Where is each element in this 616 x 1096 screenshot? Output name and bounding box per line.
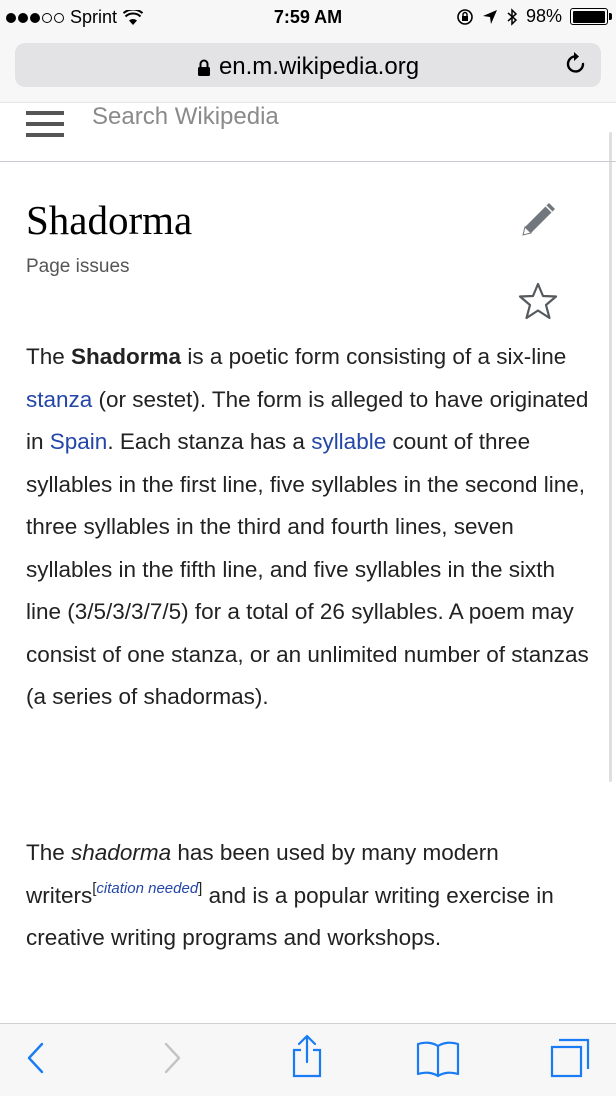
battery-icon bbox=[570, 8, 608, 25]
reload-icon[interactable] bbox=[565, 51, 587, 75]
scrollbar[interactable] bbox=[609, 132, 612, 782]
text: The bbox=[26, 344, 72, 369]
share-icon[interactable] bbox=[288, 1034, 326, 1078]
page-title: Shadorma bbox=[26, 197, 193, 243]
bracket: [ bbox=[92, 879, 97, 897]
bracket: ] bbox=[198, 879, 203, 897]
status-right bbox=[456, 6, 608, 27]
lock-icon bbox=[197, 59, 211, 77]
chevron-right-icon[interactable] bbox=[160, 1040, 184, 1076]
address-bar-area bbox=[0, 36, 616, 102]
location-icon bbox=[482, 9, 498, 25]
status-bar bbox=[0, 0, 616, 36]
chevron-left-icon[interactable] bbox=[24, 1040, 48, 1076]
search-input[interactable]: Search Wikipedia bbox=[92, 103, 279, 130]
citation-needed-link[interactable]: citation needed bbox=[96, 879, 199, 897]
pencil-icon[interactable] bbox=[516, 200, 562, 242]
text: The bbox=[26, 840, 72, 865]
text: count of three syllables in the first line, five syllables in the second line, three syllables in the third and fourth lines, seven syllables in the fifth line, and five syllables in the sixth line (3/5/3/3/7/5) for a total of 26 syllables. A poem may consist of one stanza, or an unlimited number of stanzas (a series of shadormas). bbox=[26, 429, 589, 709]
link-syllable[interactable]: syllable bbox=[311, 429, 387, 454]
book-icon[interactable] bbox=[414, 1038, 462, 1078]
wiki-header bbox=[0, 102, 616, 162]
url-text: en.m.wikipedia.org bbox=[218, 53, 420, 80]
browser-toolbar bbox=[0, 1023, 616, 1096]
star-icon[interactable] bbox=[516, 281, 560, 321]
carrier-label: Sprint bbox=[70, 7, 118, 27]
url-display[interactable] bbox=[15, 53, 601, 81]
text: (or sestet). The form is alleged to have originated in bbox=[26, 386, 589, 454]
bluetooth-icon bbox=[506, 8, 518, 26]
address-bar[interactable] bbox=[15, 43, 601, 87]
orientation-lock-icon bbox=[456, 8, 474, 26]
battery-fill bbox=[573, 11, 605, 23]
italic-term: shadorma bbox=[71, 840, 172, 865]
text: and is a popular writing exercise in creative writing programs and workshops. bbox=[26, 882, 554, 950]
text: has been used by many modern writers bbox=[26, 840, 499, 908]
tabs-icon[interactable] bbox=[548, 1036, 592, 1080]
citation-needed[interactable] bbox=[92, 880, 202, 897]
bold-term: Shadorma bbox=[71, 344, 182, 369]
text: . Each stanza has a bbox=[107, 429, 312, 454]
page-issues-link[interactable]: Page issues bbox=[26, 256, 130, 277]
link-spain[interactable]: Spain bbox=[49, 429, 108, 454]
clock: 7:59 AM bbox=[273, 7, 343, 27]
article-paragraph-2 bbox=[26, 832, 592, 960]
link-stanza[interactable]: stanza bbox=[26, 386, 93, 412]
battery-label: 98% bbox=[525, 6, 562, 26]
text: is a poetic form consisting of a six-line bbox=[181, 344, 567, 369]
hamburger-icon[interactable] bbox=[26, 111, 64, 144]
article-paragraph-1 bbox=[26, 336, 592, 719]
